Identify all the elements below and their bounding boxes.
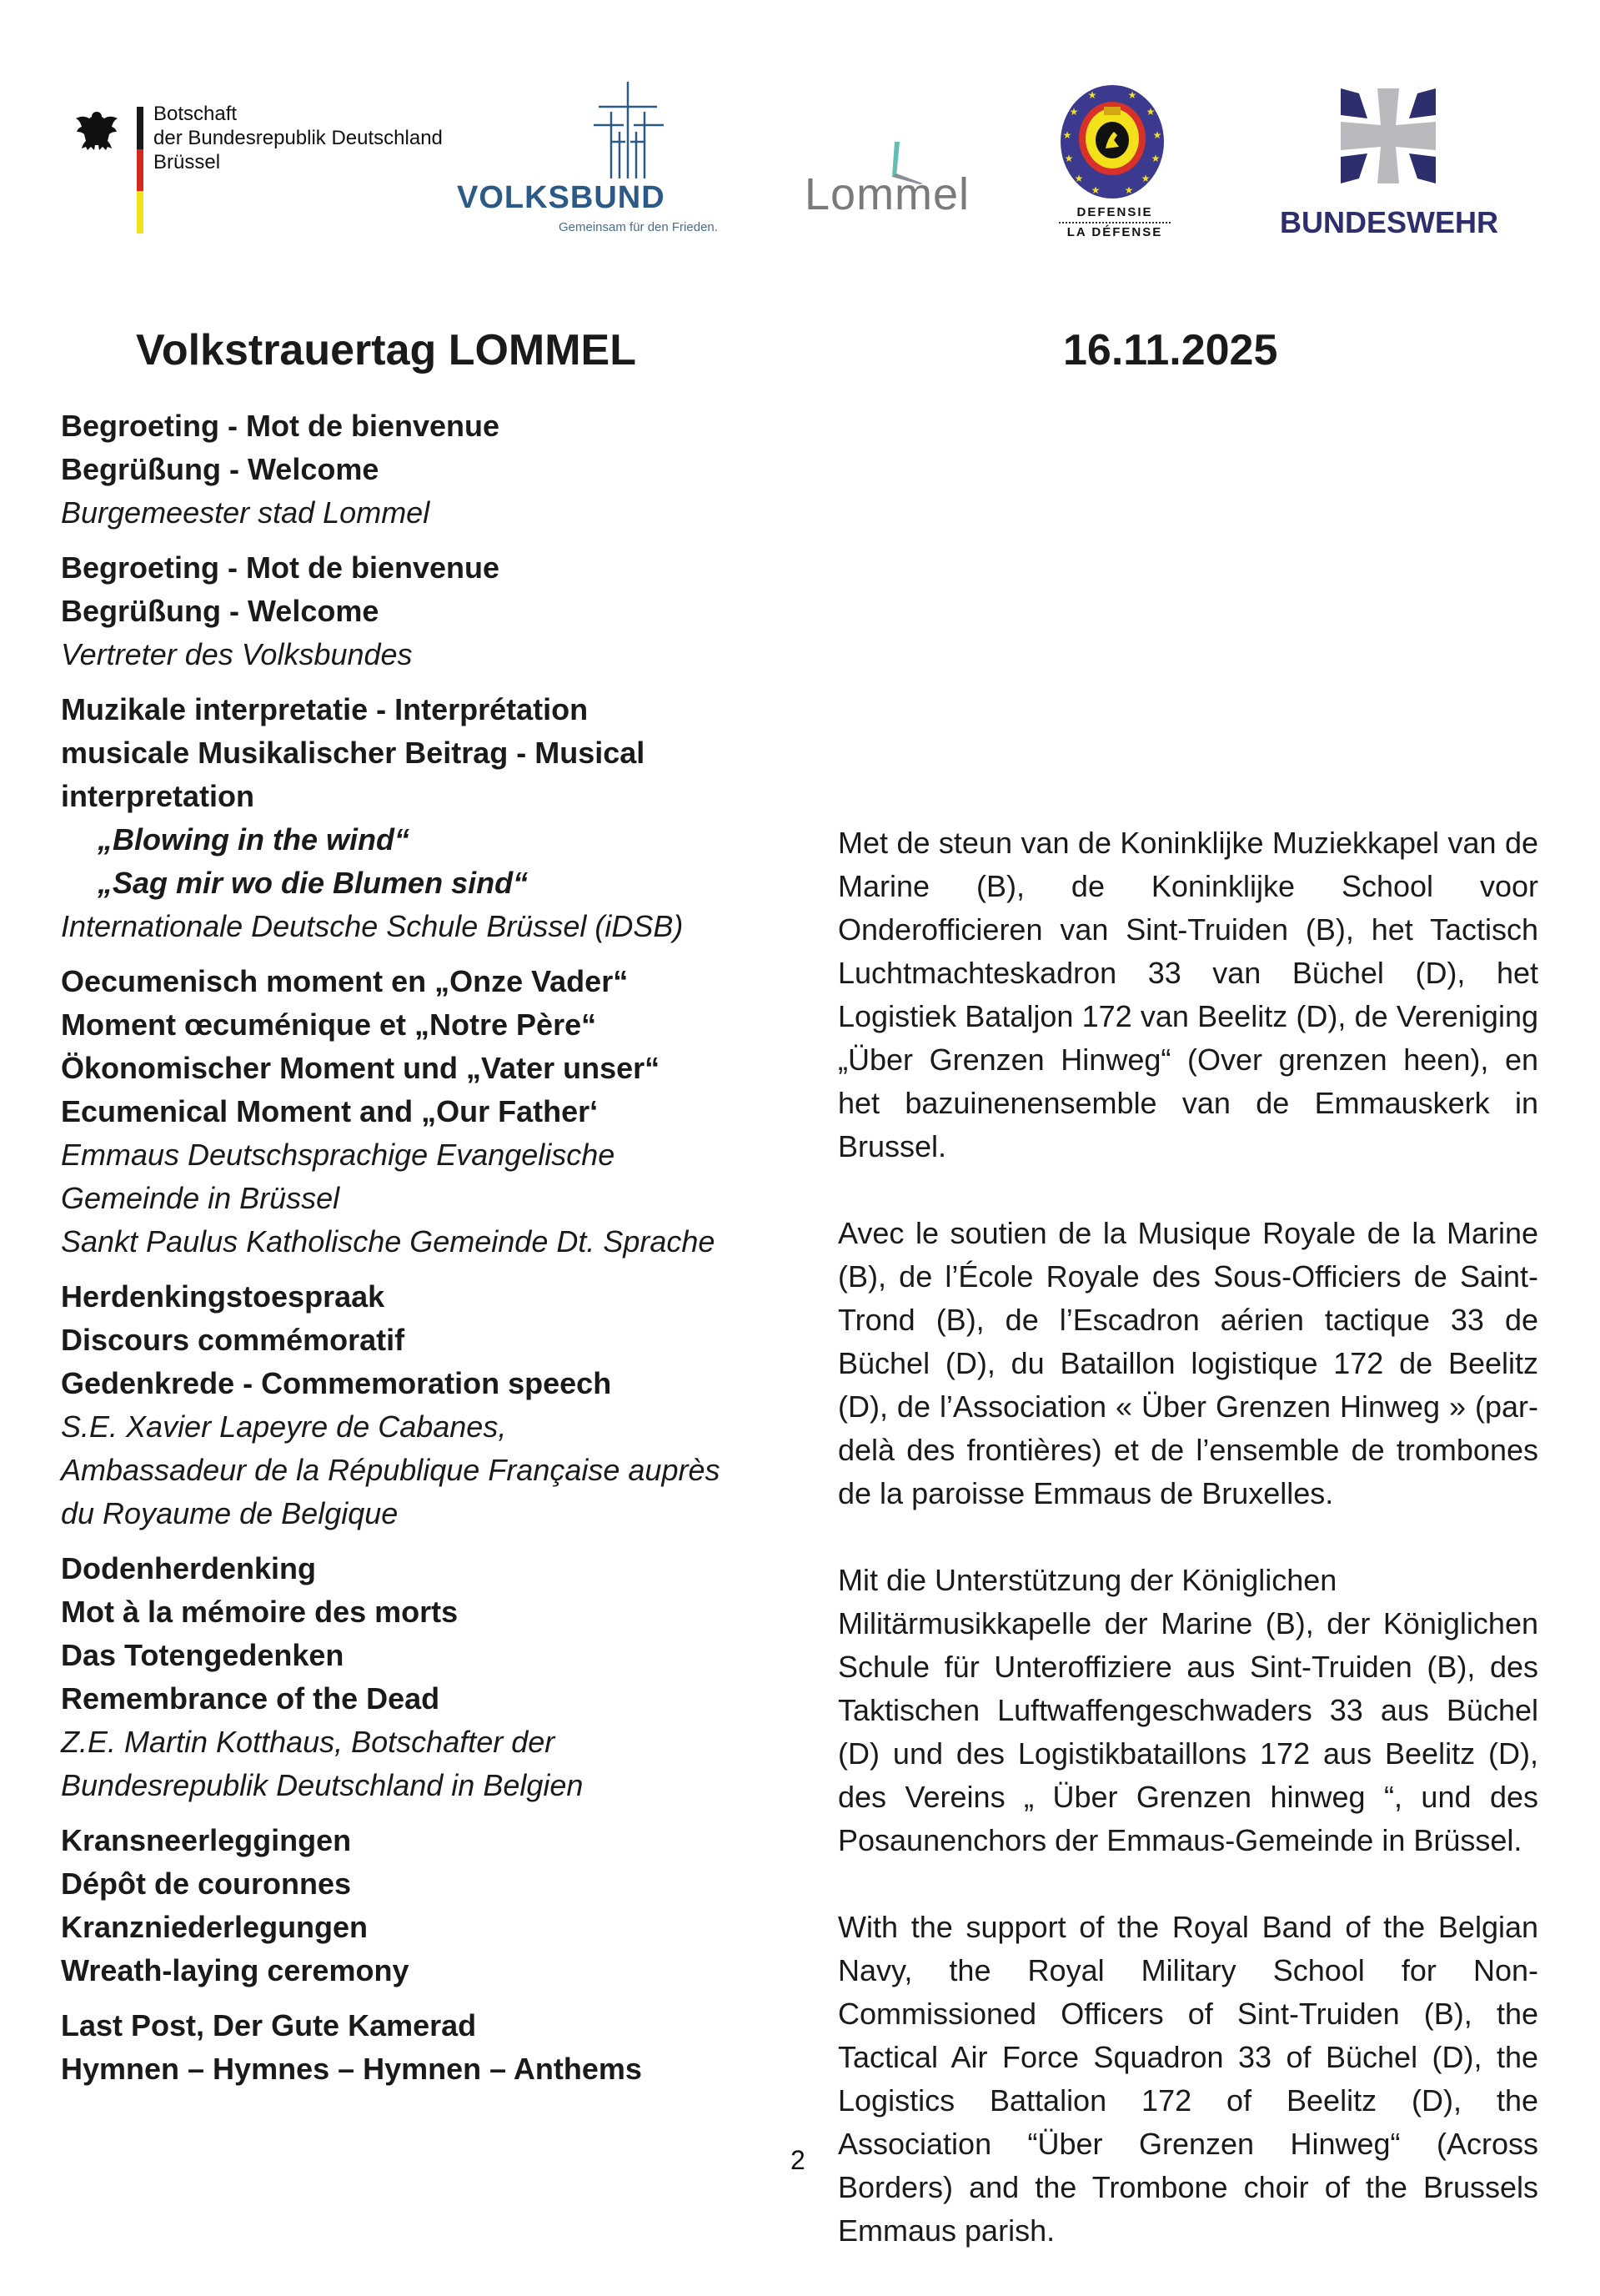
- svg-text:★: ★: [1151, 153, 1161, 164]
- svg-text:★: ★: [1146, 106, 1156, 118]
- acknowledgement-english: With the support of the Royal Band of the Belgian Navy, the Royal Military School for Non-Commissioned Officers of Sint-Truiden (B), the Tactical Air Force Squadron 33 of Büchel (D), the Logistics Battalion 172 of Beelitz (D), the Association “Über Grenzen Hinweg“ (Across Borders) and the Trombone choir of the Brussels Emmaus parish.: [838, 1910, 1538, 2248]
- acknowledgement-dutch: Met de steun van de Koninklijke Muziekkapel van de Marine (B), de Koninklijke School voor Onderofficieren van Sint-Truiden (B), het Tactisch Luchtmachteskadron 33 van Büchel (D), het Logistiek Bataljon 172 van Beelitz (D), de Vereniging „Über Grenzen Hinweg“ (Over grenzen heen), en het bazuinenensemble van de Emmauskerk in Brussel.: [838, 826, 1538, 1163]
- embassy-name: Botschaft der Bundesrepublik Deutschland Brüssel: [153, 103, 443, 173]
- program-item-ecumenical: Oecumenisch moment en „Onze Vader“ Moment œcuménique et „Notre Père“ Ökonomischer Moment und „Vater unser“ Ecumenical Moment and „Our Father‘ Emmaus Deutschsprachige Evangelische Gemeinde in Brüssel Sankt Paulus Katholische Gemeinde Dt. Sprache: [61, 964, 715, 1259]
- svg-text:★: ★: [1064, 153, 1074, 164]
- program-item-anthems: Last Post, Der Gute Kamerad Hymnen – Hymnes – Hymnen – Anthems: [61, 2008, 642, 2086]
- defensie-separator: [1059, 222, 1171, 224]
- program-item-speech: Herdenkingstoespraak Discours commémoratif Gedenkrede - Commemoration speech S.E. Xavier Lapeyre de Cabanes, Ambassadeur de la République Française auprès du Royaume de Belgique: [61, 1279, 720, 1530]
- program-item-wreath-laying: Kransneerleggingen Dépôt de couronnes Kranzniederlegungen Wreath-laying ceremony: [61, 1823, 409, 1987]
- acknowledgements: [838, 821, 1538, 2296]
- song-title: „Blowing in the wind“: [98, 822, 409, 857]
- svg-text:★: ★: [1062, 129, 1072, 141]
- program-item-music: Muzikale interpretatie - Interprétation musicale Musikalischer Beitrag - Musical interpretation „Blowing in the wind“ „Sag mir wo die Blumen sind“ Internationale Deutsche Schule Brüssel (iDSB): [61, 688, 778, 948]
- bundeswehr-logo: BUNDESWEHR: [1280, 82, 1497, 249]
- svg-text:★: ★: [1152, 129, 1162, 141]
- volksbund-logo: VOLKSBUND Gemeinsam für den Frieden.: [457, 82, 774, 240]
- program-item-welcome-mayor: Begroeting - Mot de bienvenue Begrüßung - Welcome Burgemeester stad Lommel: [61, 409, 500, 530]
- svg-text:★: ★: [1127, 89, 1137, 101]
- program-list: [61, 404, 778, 2103]
- svg-text:★: ★: [1141, 173, 1151, 184]
- acknowledgement-german: Mit die Unterstützung der Königlichen Militärmusikkapelle der Marine (B), der Königlichen Schule für Unteroffiziere aus Sint-Truiden (B), des Taktischen Luftwaffengeschwaders 33 aus Büchel (D) und des Logistikbataillons 172 aus Beelitz (D), des Vereins „ Über Grenzen hinweg “, und des Posaunenchors der Emmaus-Gemeinde in Brüssel.: [838, 1563, 1538, 1857]
- acknowledgement-french: Avec le soutien de la Musique Royale de la Marine (B), de l’École Royale des Sous-Officiers de Saint-Trond (B), de l’Escadron aérien tactique 33 de Büchel (D), du Bataillon logistique 172 de Beelitz (D), de l’Association « Über Grenzen Hinweg » (par-delà des frontières) et de l’ensemble de trombones de la paroisse Emmaus de Bruxelles.: [838, 1216, 1538, 1510]
- program-item-remembrance: Dodenherdenking Mot à la mémoire des morts Das Totengedenken Remembrance of the Dead Z.E. Martin Kotthaus, Botschafter der Bundesrepublik Deutschland in Belgien: [61, 1551, 584, 1802]
- crosses-icon: [582, 82, 674, 178]
- svg-text:★: ★: [1124, 184, 1134, 196]
- german-flag-bar: [137, 107, 143, 234]
- event-date: 16.11.2025: [1063, 326, 1278, 374]
- svg-text:★: ★: [1074, 173, 1084, 184]
- embassy-logo: [73, 100, 490, 234]
- defensie-wordmark: DEFENSIE LA DÉFENSE: [1052, 204, 1177, 241]
- belgian-defence-emblem-icon: [1059, 83, 1166, 200]
- song-title: „Sag mir wo die Blumen sind“: [98, 866, 529, 900]
- page-title: Volkstrauertag LOMMEL: [136, 326, 637, 374]
- defensie-logo: [1052, 83, 1177, 242]
- program-item-welcome-volksbund: Begroeting - Mot de bienvenue Begrüßung - Welcome Vertreter des Volksbundes: [61, 550, 500, 671]
- svg-text:★: ★: [1087, 89, 1097, 101]
- lommel-logo: Lommel: [805, 142, 996, 225]
- federal-eagle-icon: [73, 108, 120, 155]
- iron-cross-icon: [1334, 82, 1442, 190]
- page-number: 2: [790, 2145, 805, 2175]
- svg-text:★: ★: [1091, 184, 1101, 196]
- svg-text:★: ★: [1069, 106, 1079, 118]
